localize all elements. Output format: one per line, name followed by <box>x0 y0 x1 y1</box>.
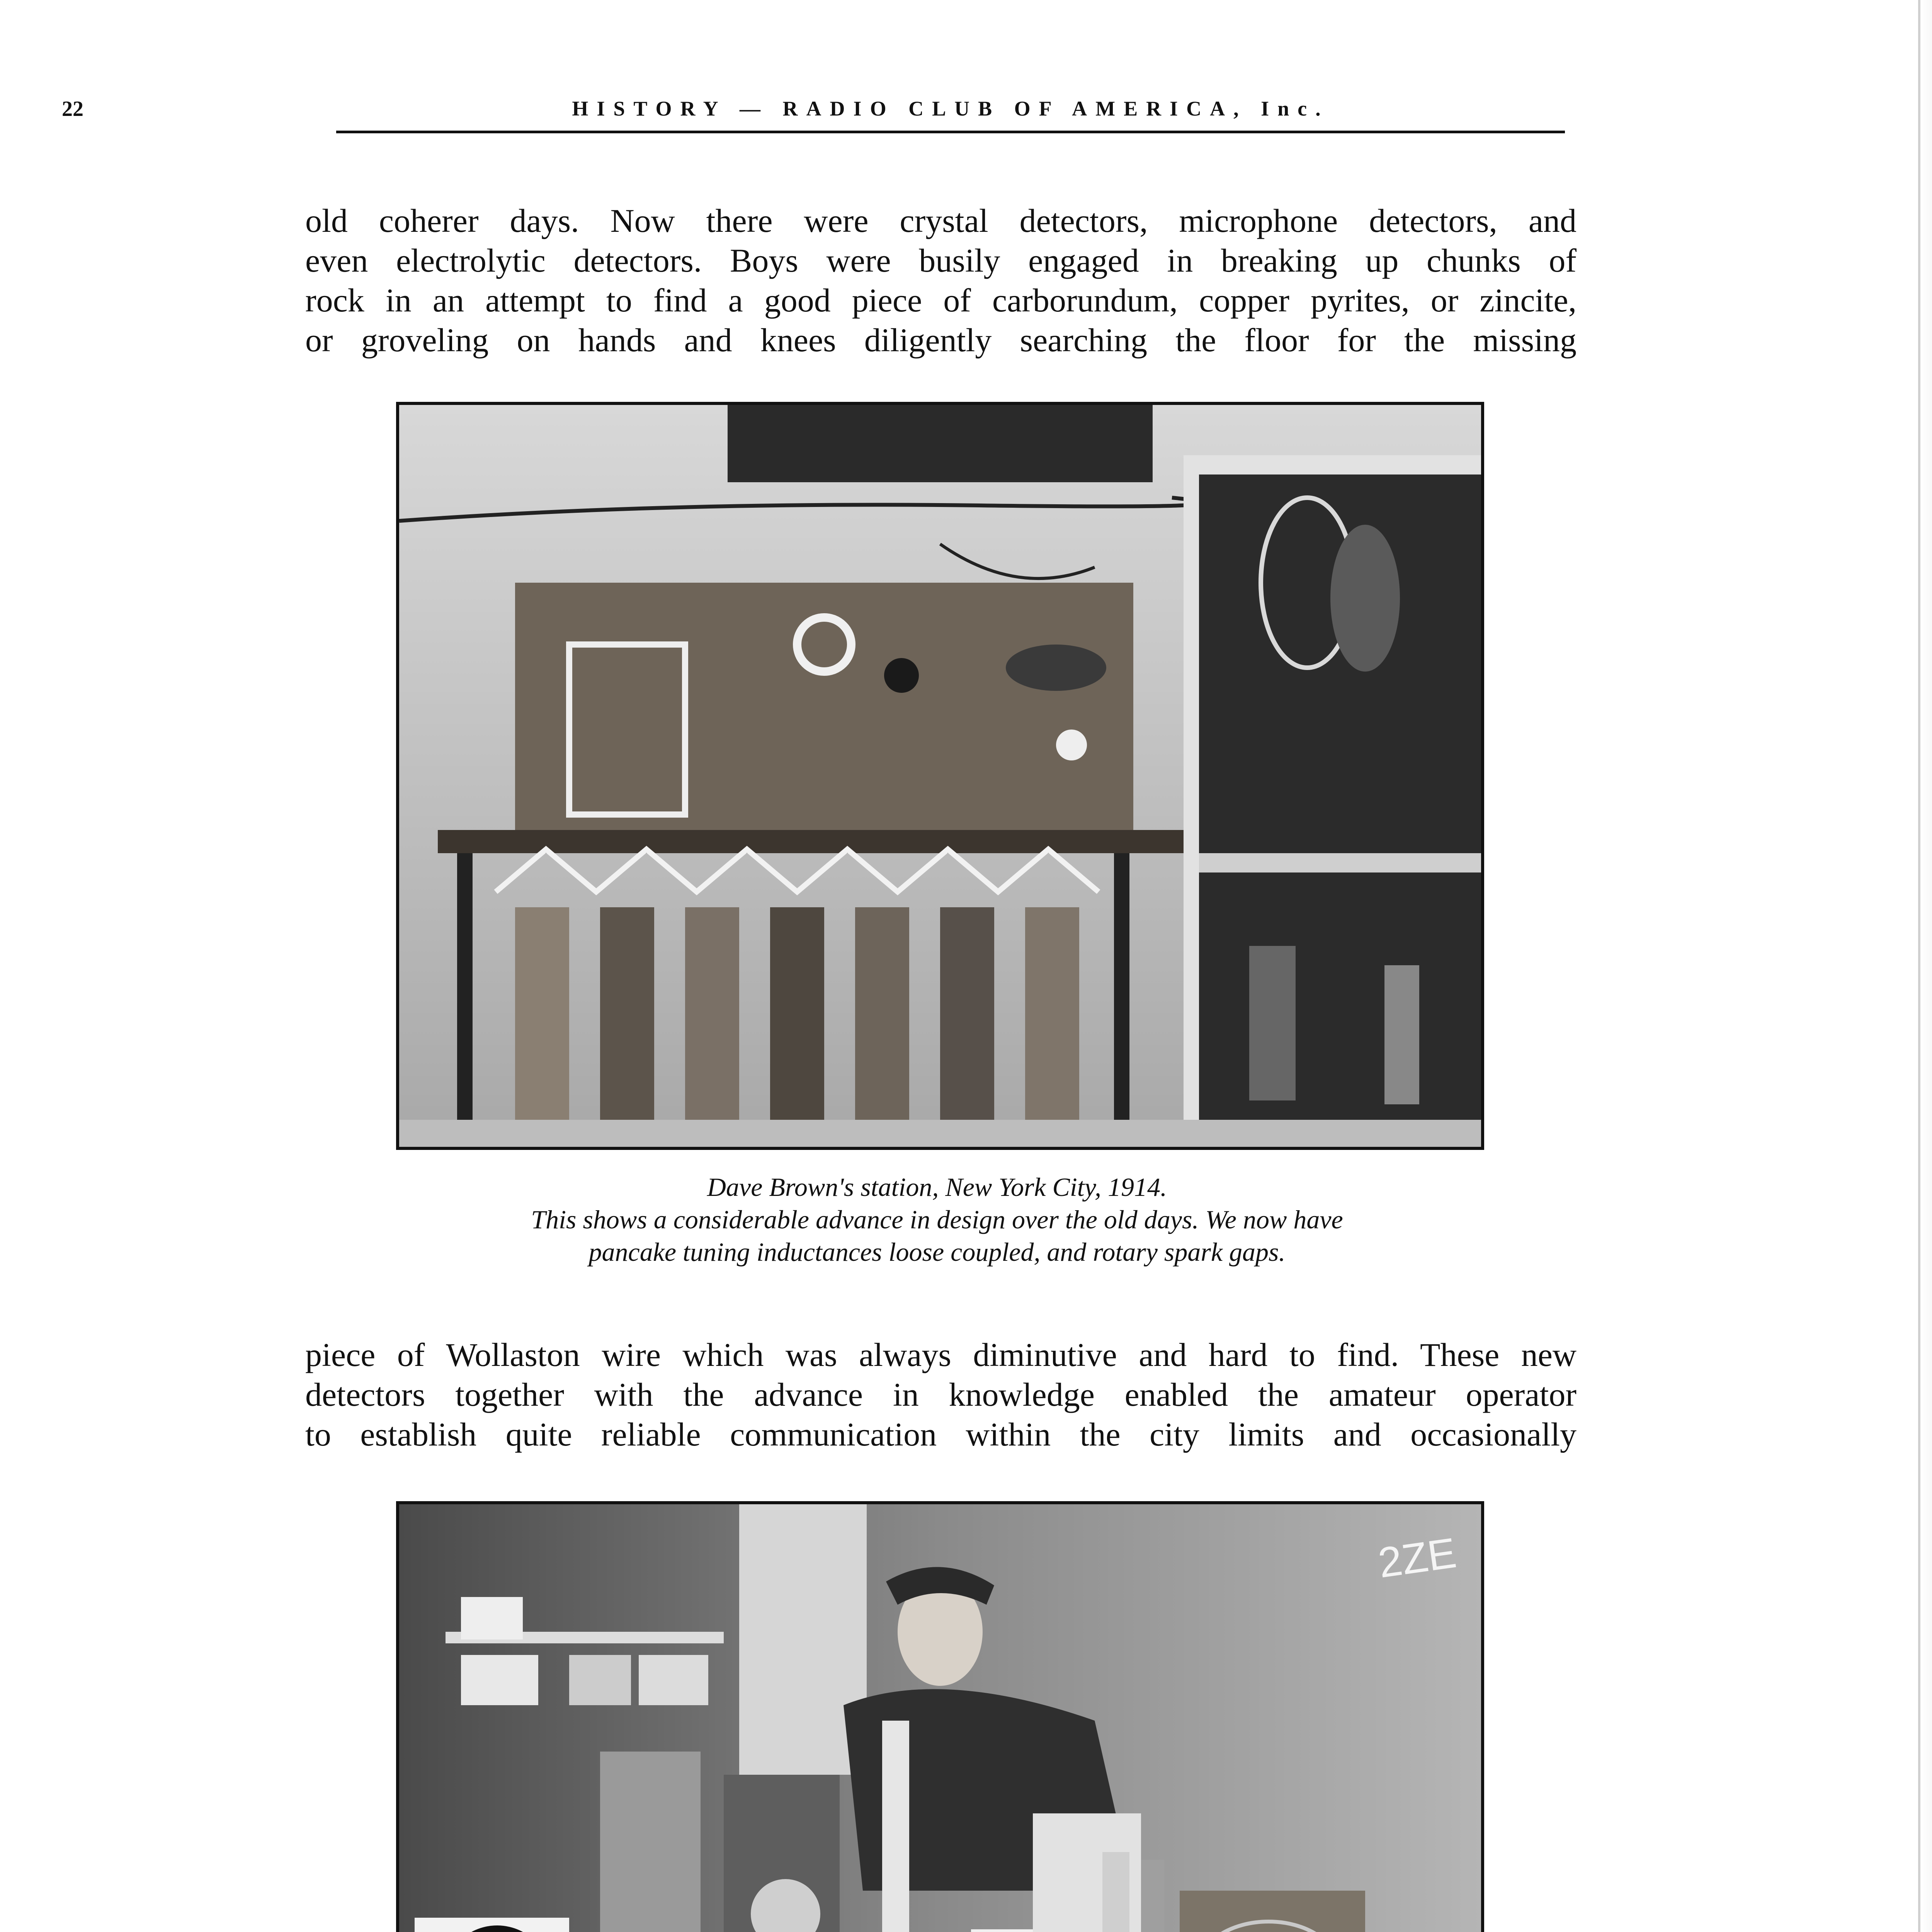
text-line: old coherer days. Now there were crystal detectors, microphone detectors, and <box>305 202 1577 239</box>
figure-caption-1 <box>348 1171 1526 1268</box>
text-line: detectors together with the advance in knowledge enabled the amateur operator <box>305 1376 1577 1413</box>
text-line: to establish quite reliable communication within the city limits and occasionally <box>305 1416 1577 1453</box>
caption-title: Dave Brown's station, New York City, 1914. <box>707 1172 1167 1202</box>
body-paragraph-2 <box>305 1335 1577 1454</box>
text-line: piece of Wollaston wire which was always diminutive and hard to find. These new <box>305 1336 1577 1373</box>
caption-line: This shows a considerable advance in design over the old days. We now have <box>531 1205 1343 1234</box>
running-head: HISTORY — RADIO CLUB OF AMERICA, Inc. <box>572 97 1329 120</box>
caption-line: pancake tuning inductances loose coupled, and rotary spark gaps. <box>588 1237 1286 1267</box>
photo-inscription: 2ZE <box>1375 1529 1459 1587</box>
scan-binding-edge <box>1918 0 1932 1932</box>
body-paragraph-1 <box>305 201 1577 360</box>
photo-paul-godley-station <box>396 1501 1484 1932</box>
page-number: 22 <box>62 97 83 121</box>
text-line: even electrolytic detectors. Boys were busily engaged in breaking up chunks of <box>305 242 1577 279</box>
photo-paul-godley-image <box>399 1504 1481 1932</box>
photo-dave-brown-station <box>396 402 1484 1150</box>
text-line: or groveling on hands and knees diligently searching the floor for the missing <box>305 321 1577 359</box>
photo-dave-brown-image <box>399 405 1481 1147</box>
header-rule <box>336 131 1565 133</box>
text-line: rock in an attempt to find a good piece of carborundum, copper pyrites, or zincite, <box>305 282 1577 319</box>
